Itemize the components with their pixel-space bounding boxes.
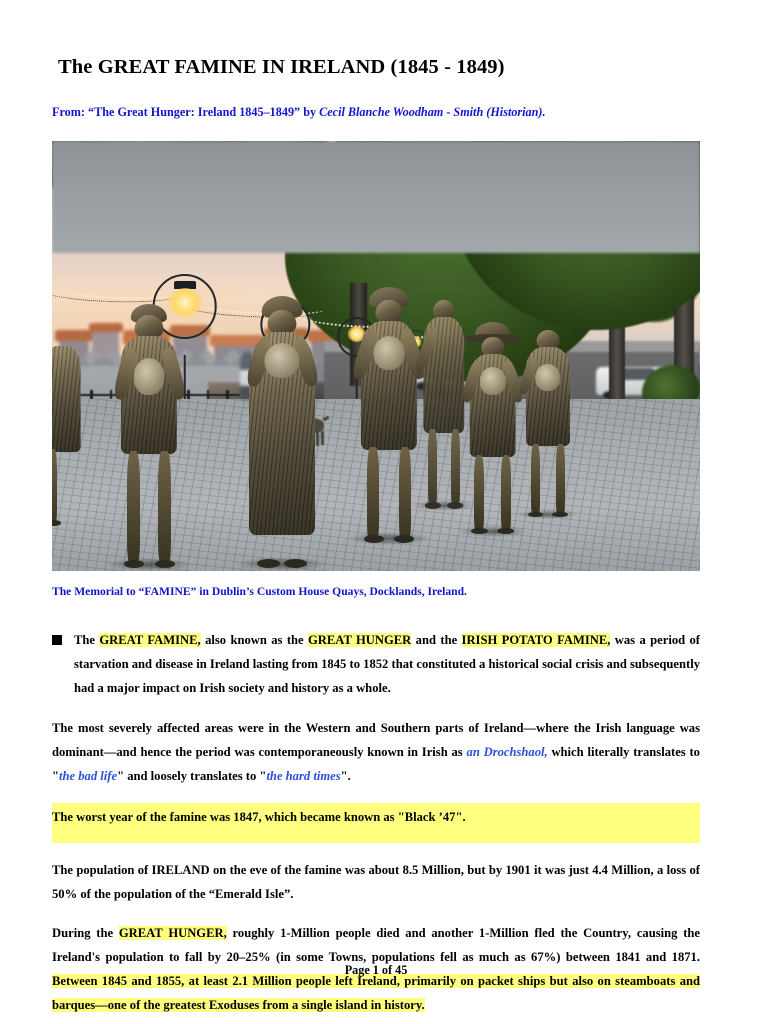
page-content bbox=[52, 0, 700, 1024]
paragraph-4 bbox=[52, 858, 700, 906]
statue-figure-1 bbox=[104, 304, 195, 571]
paragraph-3-highlighted bbox=[52, 803, 700, 843]
photo-canvas bbox=[52, 141, 700, 571]
paragraph-2 bbox=[52, 716, 700, 788]
text-run: which literally translates to " bbox=[52, 745, 700, 783]
source-attribution bbox=[52, 105, 700, 120]
irish-term: an Drochshaol, bbox=[466, 745, 548, 759]
paragraph-1-bullet bbox=[52, 628, 700, 700]
text-run: The worst year of the famine was 1847, which became known as "Black ’47". bbox=[52, 810, 466, 824]
highlighted-text: GREAT HUNGER bbox=[308, 633, 412, 647]
source-by-word: by bbox=[300, 105, 320, 119]
text-run: The population of IRELAND on the eve of the famine was about 8.5 Million, but by 1901 it was just 4.4 Million, a loss of 50% of the population of the “Emerald Isle”. bbox=[52, 863, 700, 901]
text-run: ". bbox=[340, 769, 351, 783]
text-run: was a period of starvation and disease in Ireland lasting from 1845 to 1852 that constituted a historical social crisis and subsequently had a major impact on Irish society and history as a whole. bbox=[74, 633, 700, 695]
highlighted-text: GREAT HUNGER, bbox=[118, 926, 227, 940]
text-run: During the bbox=[52, 926, 119, 940]
text-run: also known as the bbox=[200, 633, 308, 647]
statue-figure-6 bbox=[512, 330, 583, 519]
photo-caption: The Memorial to “FAMINE” in Dublin’s Custom House Quays, Docklands, Ireland. bbox=[52, 585, 467, 598]
page-title: The GREAT FAMINE IN IRELAND (1845 - 1849) bbox=[58, 56, 505, 78]
irish-term: the hard times bbox=[266, 769, 341, 783]
irish-term: the bad life bbox=[59, 769, 118, 783]
source-book-title: “The Great Hunger: Ireland 1845–1849” bbox=[88, 105, 301, 119]
highlighted-text: IRISH POTATO FAMINE, bbox=[461, 633, 611, 647]
highlighted-text: GREAT FAMINE, bbox=[99, 633, 201, 647]
text-run: The most severely affected areas were in the Western and Southern parts of Ireland—where the Irish language was dominant—and hence the period was contemporaneously known in Irish as bbox=[52, 721, 700, 759]
source-author: Cecil Blanche Woodham - Smith (Historian). bbox=[319, 105, 546, 119]
source-prefix: From: bbox=[52, 105, 85, 119]
text-run: roughly 1-Million people died and another 1-Million fled the Country, causing the Ireland's population to fall by 20–25% (in some Towns, populations fell as much as 67%) between 1841 and 1871. bbox=[52, 926, 700, 964]
famine-memorial-photograph bbox=[52, 141, 700, 571]
pavement-far bbox=[52, 141, 700, 253]
statue-figure-2 bbox=[233, 296, 330, 571]
text-run: The bbox=[74, 633, 100, 647]
statue-figure-edge-left bbox=[52, 339, 91, 528]
paragraph-1 bbox=[74, 628, 700, 700]
highlighted-text: Between 1845 and 1855, at least 2.1 Million people left Ireland, primarily on packet ships but also on steamboats and barques—one of the greatest Exoduses from a single island in history. bbox=[52, 974, 700, 1012]
bullet-square-icon bbox=[52, 635, 62, 645]
text-run: and the bbox=[411, 633, 462, 647]
page-footer: Page 1 of 45 bbox=[344, 963, 408, 977]
text-run: " and loosely translates to " bbox=[117, 769, 267, 783]
